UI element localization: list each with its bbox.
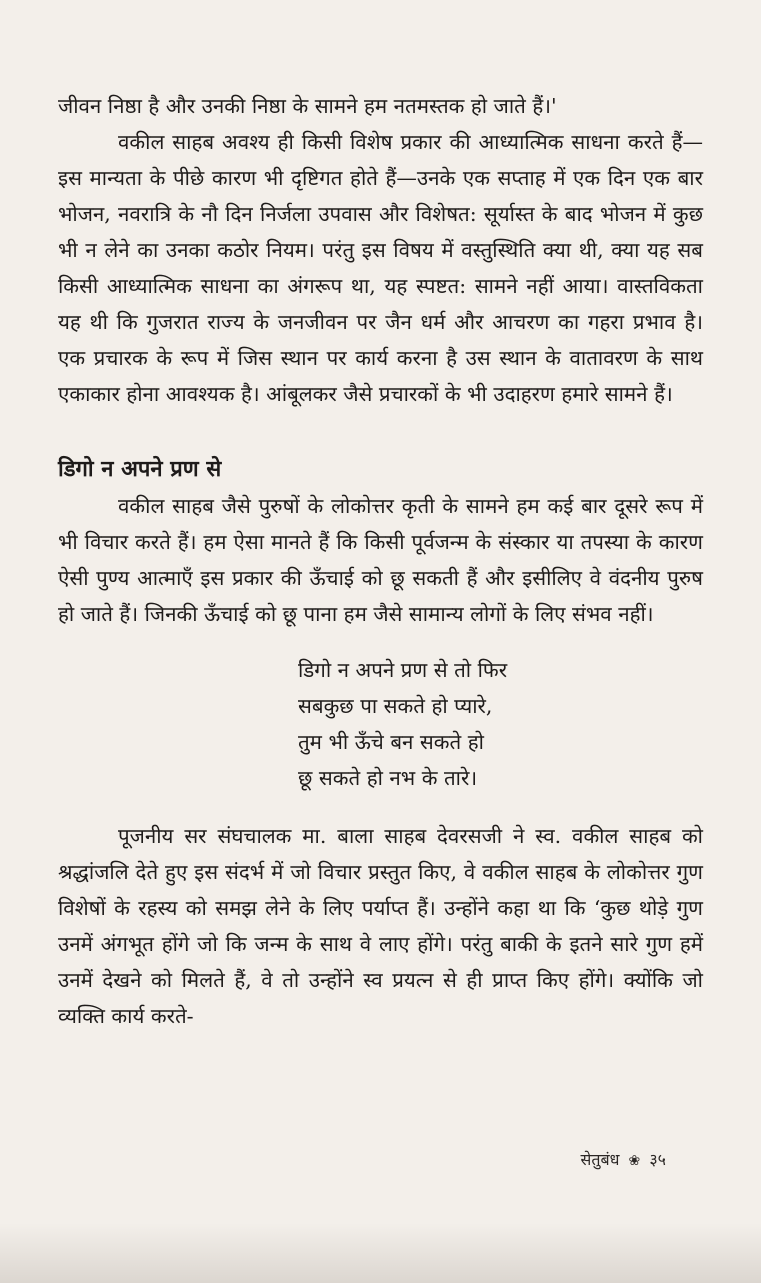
poem-line: डिगो न अपने प्रण से तो फिर [298, 658, 508, 682]
paragraph-lokottar: वकील साहब जैसे पुरुषों के लोकोत्तर कृती के सामने हम कई बार दूसरे रूप में भी विचार करते हैं। हम ऐसा मानते हैं कि किसी पूर्वजन्म के संस्कार या तपस्या के कारण ऐसी पुण्य आत्माएँ इस प्रकार की ऊँचाई को छू सकती हैं और इसीलिए वे वंदनीय पुरुष हो जाते हैं। जिनकी ऊँचाई को छू पाना हम जैसे सामान्य लोगों के लिए संभव नहीं। [58, 494, 703, 626]
poem-line: सबकुछ पा सकते हो प्यारे, [298, 694, 493, 718]
poem-line: छू सकते हो नभ के तारे। [298, 766, 478, 790]
section-heading: डिगो न अपने प्रण से [58, 457, 222, 482]
paragraph-continued: जीवन निष्ठा है और उनकी निष्ठा के सामने हम नतमस्तक हो जाते हैं।' [58, 94, 557, 118]
page-edge-shadow [0, 1223, 761, 1283]
poem-line: तुम भी ऊँचे बन सकते हो [298, 730, 484, 754]
poem-block [298, 652, 703, 796]
page-footer [581, 1148, 666, 1170]
paragraph-tribute: पूजनीय सर संघचालक मा. बाला साहब देवरसजी ने स्व. वकील साहब को श्रद्धांजलि देते हुए इस संदर्भ में जो विचार प्रस्तुत किए, वे वकील साहब के लोकोत्तर गुण विशेषों के रहस्य को समझ लेने के लिए पर्याप्त हैं। उन्होंने कहा था कि ‘कुछ थोड़े गुण उनमें अंगभूत होंगे जो कि जन्म के साथ वे लाए होंगे। परंतु बाकी के इतने सारे गुण हमें उनमें देखने को मिलते हैं, वे तो उन्होंने स्व प्रयत्न से ही प्राप्त किए होंगे। क्योंकि जो व्यक्ति कार्य करते- [58, 824, 703, 1028]
flower-ornament-icon: ❀ [628, 1153, 641, 1169]
paragraph-vakil-sadhana: वकील साहब अवश्य ही किसी विशेष प्रकार की आध्यात्मिक साधना करते हैं—इस मान्यता के पीछे कारण भी दृष्टिगत होते हैं—उनके एक सप्ताह में एक दिन एक बार भोजन, नवरात्रि के नौ दिन निर्जला उपवास और विशेषत: सूर्यास्त के बाद भोजन में कुछ भी न लेने का उनका कठोर नियम। परंतु इस विषय में वस्तुस्थिति क्या थी, क्या यह सब किसी आध्यात्मिक साधना का अंगरूप था, यह स्पष्टत: सामने नहीं आया। वास्तविकता यह थी कि गुजरात राज्य के जनजीवन पर जैन धर्म और आचरण का गहरा प्रभाव है। एक प्रचारक के रूप में जिस स्थान पर कार्य करना है उस स्थान के वातावरण के साथ एकाकार होना आवश्यक है। आंबूलकर जैसे प्रचारकों के भी उदाहरण हमारे सामने हैं। [58, 130, 703, 406]
book-title: सेतुबंध [580, 1150, 620, 1169]
page-number: ३५ [649, 1150, 666, 1169]
